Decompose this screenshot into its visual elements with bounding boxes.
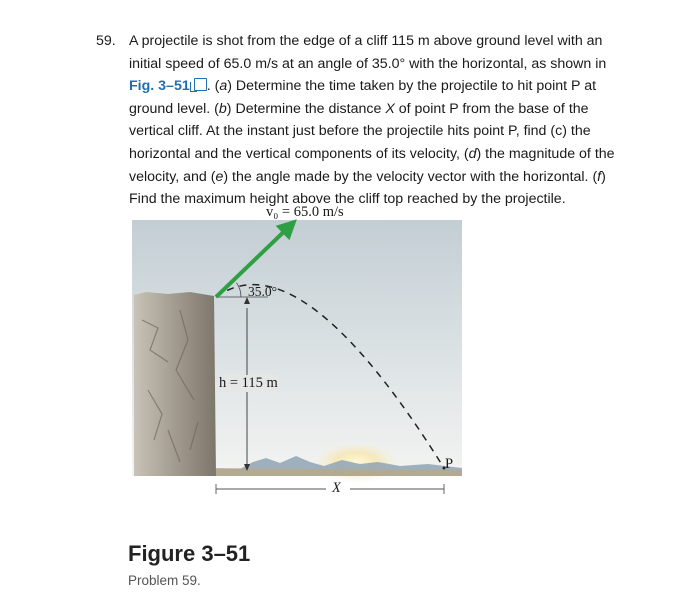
part-letter: f bbox=[597, 168, 602, 185]
problem-text-part: ) the magnitude of the velocity, and ( bbox=[129, 145, 615, 185]
variable-x: X bbox=[385, 100, 395, 117]
problem-number: 59. bbox=[96, 33, 116, 49]
problem-text-part: ) Find the maximum height above the cliff top reached by the projectile. bbox=[129, 168, 606, 208]
problem-text bbox=[129, 30, 616, 211]
figure-illustration bbox=[128, 200, 468, 520]
projectile-figure bbox=[128, 200, 468, 520]
problem-text-part: . ( bbox=[206, 78, 220, 95]
part-letter: e bbox=[215, 168, 224, 185]
figure-caption-subtitle: Problem 59. bbox=[128, 573, 201, 588]
distance-label: X bbox=[332, 480, 341, 496]
problem-text-part: ) Determine the distance bbox=[226, 100, 386, 117]
part-letter: b bbox=[218, 100, 227, 117]
height-label: h = 115 m bbox=[219, 375, 278, 391]
problem-text-part: A projectile is shot from the edge of a cliff 115 m above ground level with an initial speed of 65.0 m/s at an angle of 35.0° with the horizontal, as shown in bbox=[129, 33, 607, 72]
problem-text-part: ) Determine the time taken by the projectile to hit point P at ground level. ( bbox=[129, 78, 597, 117]
sun-glow bbox=[308, 440, 404, 484]
angle-label: 35.0° bbox=[248, 284, 278, 299]
v0-label: v₀ = 65.0 m/s bbox=[266, 204, 344, 220]
part-letter: d bbox=[468, 145, 477, 162]
external-link-icon[interactable] bbox=[194, 78, 207, 91]
figure-link[interactable] bbox=[129, 78, 207, 94]
problem-text-part: ) the angle made by the velocity vector with the horizontal. ( bbox=[223, 168, 598, 185]
problem-59 bbox=[96, 30, 616, 211]
point-p-label: P bbox=[445, 456, 454, 472]
part-letter: a bbox=[219, 78, 228, 95]
problem-text-part: of point P from the base of the vertical cliff. At the instant just before the projectile hits point P, find (c) the horizontal and the vertical components of its velocity, ( bbox=[129, 100, 591, 162]
figure-caption-title: Figure 3–51 bbox=[128, 541, 251, 566]
figure-link-label[interactable]: Fig. 3–51 bbox=[129, 78, 190, 95]
